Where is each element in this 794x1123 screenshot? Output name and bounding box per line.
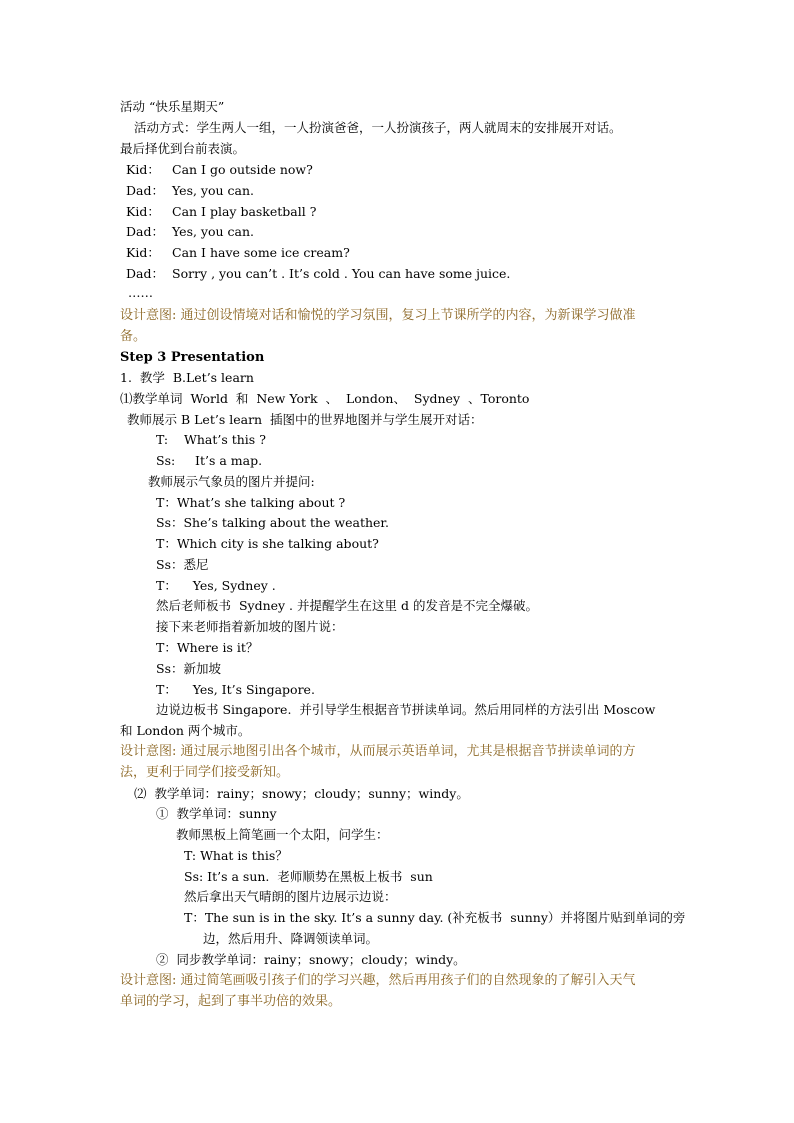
dialog-speaker: Kid： xyxy=(126,245,160,260)
dialog-t8-line2: 边，然后用升、降调领读单词。 xyxy=(203,931,379,946)
dialog-text: Can I go outside now? xyxy=(172,162,313,177)
show-weather-text: 教师展示气象员的图片并提问: xyxy=(148,474,315,489)
design-intent-2-line1: 设计意图: 通过展示地图引出各个城市，从而展示英语单词，尤其是根据音节拼读单词的方 xyxy=(120,744,636,759)
words-c1: ① 教学单词：sunny xyxy=(156,806,277,821)
draw-sun-text: 教师黑板上简笔画一个太阳，问学生： xyxy=(176,827,389,842)
design-intent-3-line1: 设计意图: 通过简笔画吸引孩子们的学习兴趣，然后再用孩子们的自然现象的了解引入天气 xyxy=(120,973,636,988)
dialog-s5: Ss：新加坡 xyxy=(156,661,221,676)
design-intent-1-line2: 备。 xyxy=(120,329,147,344)
activity-method-line1: 活动方式：学生两人一组，一人扮演爸爸，一人扮演孩子，两人就周末的安排展开对话。 xyxy=(134,120,622,135)
dialog-s2: Ss：She’s talking about the weather. xyxy=(156,515,389,530)
dialog-ellipsis: …… xyxy=(128,285,153,300)
point-singapore-text: 接下来老师指着新加坡的图片说： xyxy=(156,619,344,634)
show-map-text: 教师展示 B Let’s learn 插图中的世界地图并与学生展开对话： xyxy=(127,412,483,427)
dialog-line xyxy=(126,183,254,199)
dialog-t8-line1: T：The sun is in the sky. It’s a sunny day. (补充板书 sunny）并将图片贴到单词的旁 xyxy=(184,910,686,925)
step3-heading: Step 3 Presentation xyxy=(120,350,265,365)
dialog-s7: Ss: It’s a sun. 老师顺势在黑板上板书 sun xyxy=(184,869,433,884)
dialog-speaker: Kid： xyxy=(126,162,160,177)
activity-title: 活动 “快乐星期天” xyxy=(120,99,225,114)
dialog-speaker: Dad： xyxy=(126,183,164,198)
design-intent-3-line2: 单词的学习，起到了事半功倍的效果。 xyxy=(120,994,342,1009)
board-singapore-line2: 和 London 两个城市。 xyxy=(120,723,251,738)
dialog-line xyxy=(126,266,510,282)
design-intent-1-line1: 设计意图: 通过创设情境对话和愉悦的学习氛围，复习上节课所学的内容，为新课学习做准 xyxy=(120,308,636,323)
dialog-s3: Ss：悉尼 xyxy=(156,557,209,572)
step3-item1: 1. 教学 B.Let’s learn xyxy=(120,370,254,385)
activity-method-line2: 最后择优到台前表演。 xyxy=(120,141,246,156)
dialog-speaker: Dad： xyxy=(126,266,164,281)
dialog-s1: Ss: It’s a map. xyxy=(156,453,263,468)
dialog-speaker: Dad： xyxy=(126,224,164,239)
dialog-text: Can I have some ice cream? xyxy=(172,245,350,260)
board-singapore-line1: 边说边板书 Singapore. 并引导学生根据音节拼读单词。然后用同样的方法引出 Moscow xyxy=(156,702,656,717)
dialog-t3: T：Which city is she talking about? xyxy=(156,536,379,551)
step3-sub1: ⑴教学单词 World 和 New York 、 London、 Sydney 、Toronto xyxy=(120,391,530,406)
dialog-text: Yes, you can. xyxy=(172,183,255,198)
words-sub2: ⑵ 教学单词：rainy；snowy；cloudy；sunny；windy。 xyxy=(134,786,469,801)
dialog-t4: T： Yes, Sydney . xyxy=(156,578,276,593)
board-sydney-text: 然后老师板书 Sydney . 并提醒学生在这里 d 的发音是不完全爆破。 xyxy=(156,598,538,613)
dialog-t2: T：What’s she talking about ? xyxy=(156,495,346,510)
design-intent-2-line2: 法，更利于同学们接受新知。 xyxy=(120,765,290,780)
dialog-t7: T: What is this？ xyxy=(184,848,288,863)
dialog-line xyxy=(126,162,313,178)
dialog-t6: T： Yes, It’s Singapore. xyxy=(156,682,315,697)
dialog-text: Can I play basketball ? xyxy=(172,204,317,219)
dialog-line xyxy=(126,245,350,261)
dialog-text: Sorry , you can’t . It’s cold . You can have some juice. xyxy=(172,266,511,281)
dialog-speaker: Kid： xyxy=(126,204,160,219)
dialog-line xyxy=(126,204,316,220)
words-c2: ② 同步教学单词：rainy；snowy；cloudy；windy。 xyxy=(156,952,466,967)
dialog-line xyxy=(126,224,254,240)
dialog-text: Yes, you can. xyxy=(172,224,255,239)
dialog-t1: T: What’s this ? xyxy=(156,432,266,447)
show-sunny-text: 然后拿出天气晴朗的图片边展示边说： xyxy=(184,889,397,904)
dialog-t5: T：Where is it？ xyxy=(156,640,259,655)
